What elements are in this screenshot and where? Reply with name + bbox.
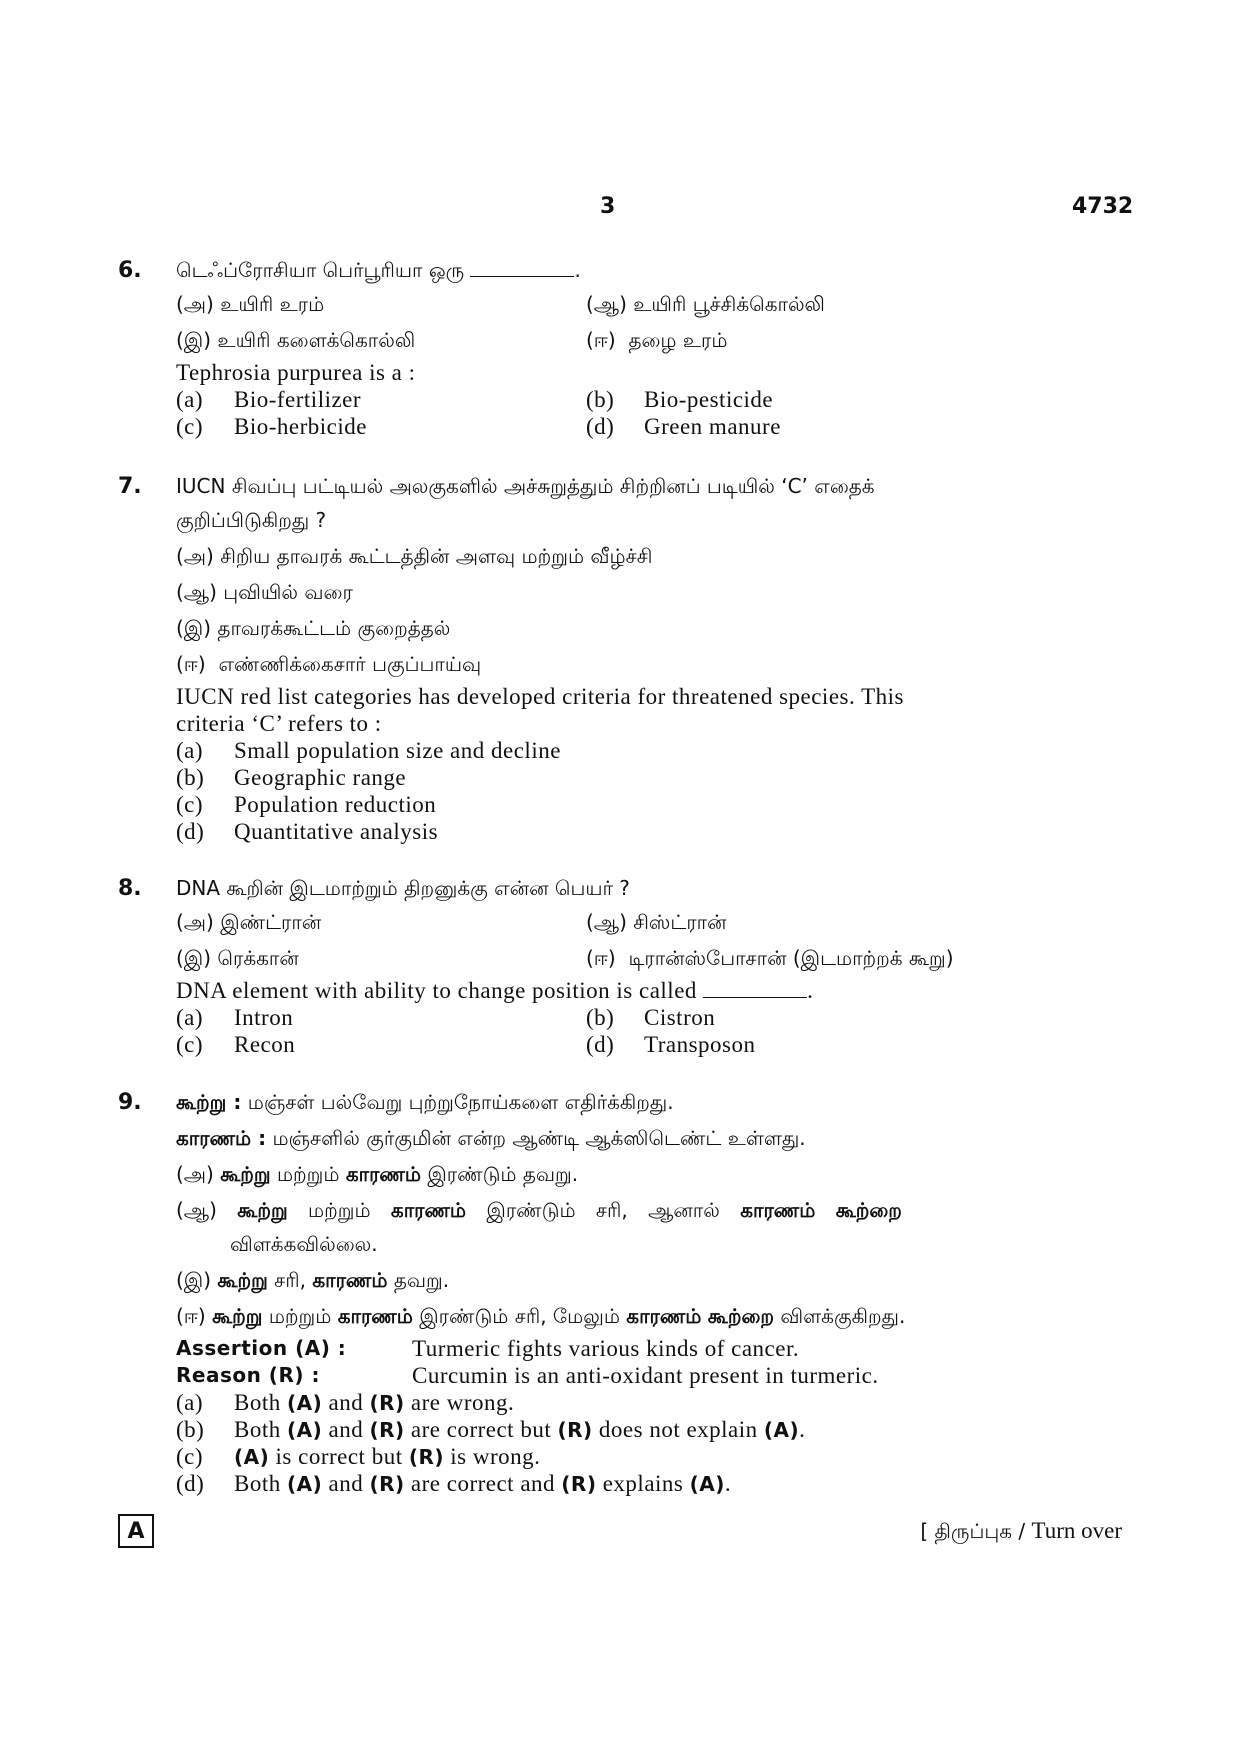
booklet-series-box: A — [118, 1514, 154, 1548]
tamil-option-2-continued: விளக்கவில்லை. — [230, 1232, 378, 1256]
tamil-option-4: (ஈ) எண்ணிக்கைசார் பகுப்பாய்வு — [176, 652, 482, 676]
paper-code: 4732 — [1072, 194, 1134, 219]
answer-blank — [470, 275, 574, 277]
question-number: 9. — [118, 1090, 142, 1115]
tamil-assertion: கூற்று : மஞ்சள் பல்வேறு புற்றுநோய்களை எதிர்க்கிறது. — [176, 1090, 674, 1114]
tamil-option-1: (அ) கூற்று மற்றும் காரணம் இரண்டும் தவறு. — [176, 1162, 579, 1186]
tamil-stem-line-1: IUCN சிவப்பு பட்டியல் அலகுகளில் அச்சுறுத்தும் சிற்றினப் படியில் ‘C’ எதைக் — [176, 474, 875, 498]
tamil-option-3: (இ) கூற்று சரி, காரணம் தவறு. — [176, 1268, 450, 1292]
english-stem-line-1: IUCN red list categories has developed criteria for threatened species. This — [176, 684, 904, 709]
tamil-stem: டெஃப்ரோசியா பெர்பூரியா ஒரு . — [176, 258, 581, 282]
english-stem: Tephrosia purpurea is a : — [176, 360, 416, 385]
tamil-option-2: (ஆ) புவியில் வரை — [176, 580, 353, 604]
answer-blank — [703, 996, 807, 998]
tamil-stem: DNA கூறின் இடமாற்றும் திறனுக்கு என்ன பெயர் ? — [176, 876, 630, 900]
turn-over-note: [ திருப்புக / Turn over — [920, 1518, 1122, 1543]
tamil-option-1: (அ) இண்ட்ரான் — [176, 910, 322, 934]
tamil-option-3: (இ) ரெக்கான் — [176, 946, 299, 970]
tamil-option-4: (ஈ) தழை உரம் — [586, 328, 728, 352]
tamil-option-4: (ஈ) டிரான்ஸ்போசான் (இடமாற்றக் கூறு) — [586, 946, 954, 970]
tamil-option-1: (அ) சிறிய தாவரக் கூட்டத்தின் அளவு மற்றும் வீழ்ச்சி — [176, 544, 653, 568]
tamil-option-2: (ஆ) கூற்று மற்றும் காரணம் இரண்டும் சரி, ஆனால் காரணம் கூற்றை — [176, 1198, 902, 1222]
tamil-option-3: (இ) தாவரக்கூட்டம் குறைத்தல் — [176, 616, 451, 640]
tamil-reason: காரணம் : மஞ்சளில் குர்குமின் என்ற ஆண்டி ஆக்ஸிடெண்ட் உள்ளது. — [176, 1126, 806, 1150]
question-number: 7. — [118, 474, 142, 499]
tamil-option-1: (அ) உயிரி உரம் — [176, 292, 325, 316]
question-number: 8. — [118, 876, 142, 901]
tamil-option-2: (ஆ) சிஸ்ட்ரான் — [586, 910, 727, 934]
tamil-option-3: (இ) உயிரி களைக்கொல்லி — [176, 328, 416, 352]
english-stem-line-2: criteria ‘C’ refers to : — [176, 711, 382, 736]
english-stem: DNA element with ability to change position is called . — [176, 978, 814, 1003]
tamil-option-2: (ஆ) உயிரி பூச்சிக்கொல்லி — [586, 292, 825, 316]
tamil-stem-line-2: குறிப்பிடுகிறது ? — [176, 508, 327, 532]
question-number: 6. — [118, 258, 142, 283]
tamil-option-4: (ஈ) கூற்று மற்றும் காரணம் இரண்டும் சரி, மேலும் காரணம் கூற்றை விளக்குகிறது. — [176, 1304, 906, 1328]
page-number: 3 — [600, 194, 616, 219]
